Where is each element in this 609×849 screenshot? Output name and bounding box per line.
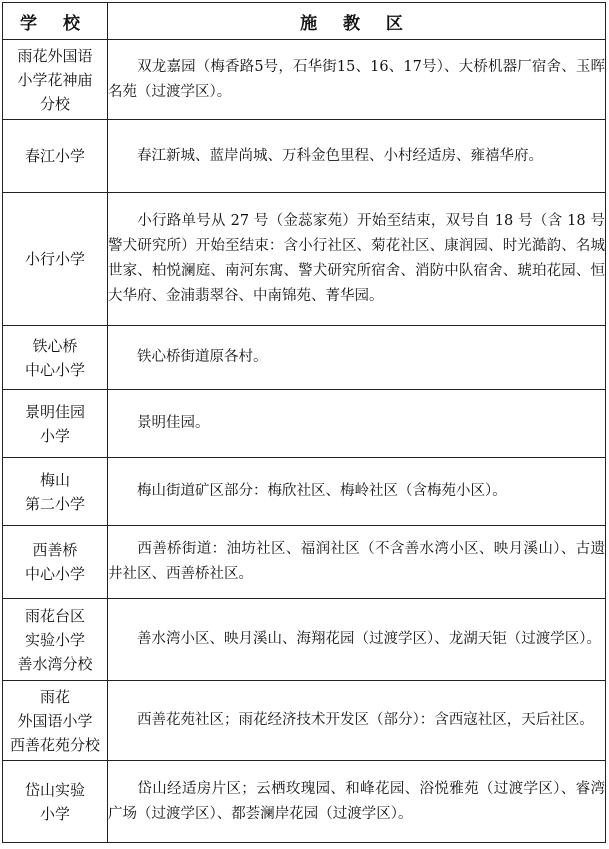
table-row (3, 599, 606, 681)
school-name-line: 雨花 (39, 687, 70, 706)
school-name-line: 小学 (39, 426, 70, 445)
area-column-header: 施 教 区 (108, 3, 606, 40)
area-text: 景明佳园。 (137, 415, 210, 431)
school-name-cell (3, 526, 108, 599)
school-name-line: 春江小学 (24, 147, 85, 165)
area-cell (108, 40, 606, 120)
school-name-cell (3, 681, 108, 761)
school-name-line: 实验小学 (24, 630, 85, 649)
table-header-row (3, 3, 606, 40)
area-text: 春江新城、蓝岸尚城、万科金色里程、小村经适房、雍禧华府。 (137, 147, 543, 164)
school-name-line: 岱山实验 (24, 780, 85, 799)
school-name-line: 分校 (39, 94, 70, 113)
table-row (3, 120, 606, 193)
school-name-cell (3, 326, 108, 390)
area-cell (108, 193, 606, 326)
area-cell (108, 681, 606, 761)
school-name-line: 雨花台区 (24, 606, 85, 625)
area-text: 小行路单号从 27 号（金蕊家苑）开始至结束，双号自 18 号（含 18 号警犬研究所）开始至结束：含小行社区、菊花社区、康润园、时光澔韵、名城世家、柏悦澜庭、南河东寓、警犬研究所宿舍、消防中队宿舍、琥珀花园、恒大华府、金浦翡翠谷、中南锦苑、菁华园。 (108, 213, 605, 304)
area-cell (108, 458, 606, 526)
school-name-line: 雨花外国语 (17, 46, 93, 65)
area-cell (108, 526, 606, 599)
area-text: 西善花苑社区；雨花经济技术开发区（部分）：含西寇社区，天后社区。 (137, 712, 594, 728)
school-name-cell (3, 761, 108, 843)
school-column-header: 学 校 (3, 3, 108, 40)
school-name-line: 梅山 (39, 470, 70, 489)
table-row (3, 761, 606, 843)
school-name-cell (3, 193, 108, 326)
school-name-line: 小行小学 (24, 250, 85, 268)
school-name-line: 小学 (39, 804, 70, 823)
school-name-cell (3, 120, 108, 193)
school-name-line: 景明佳园 (24, 402, 85, 421)
area-text: 双龙嘉园（梅香路5号，石华街15、16、17号）、大桥机器厂宿舍、玉晖名苑（过渡学区）。 (108, 58, 605, 100)
school-name-line: 小学花神庙 (17, 70, 93, 89)
school-name-line: 西善花苑分校 (9, 735, 100, 754)
area-text: 西善桥街道：油坊社区、福润社区（不含善水湾小区、映月溪山）、古遗井社区、西善桥社区。 (108, 541, 605, 582)
school-name-line: 中心小学 (24, 565, 85, 583)
area-cell (108, 326, 606, 390)
area-text: 铁心桥街道原各村。 (137, 349, 268, 365)
area-text: 善水湾小区、映月溪山、海翔花园（过渡学区）、龙湖天钜（过渡学区）。 (137, 631, 601, 647)
table-row (3, 326, 606, 390)
table-row (3, 526, 606, 599)
area-text: 岱山经适房片区；云栖玫瑰园、和峰花园、浴悦雅苑（过渡学区）、睿湾广场（过渡学区）、都荟澜岸花园（过渡学区）。 (108, 780, 605, 822)
table-row (3, 390, 606, 458)
school-name-cell (3, 599, 108, 681)
area-cell (108, 390, 606, 458)
school-name-line: 西善桥 (32, 541, 78, 559)
school-name-line: 外国语小学 (17, 711, 93, 730)
area-cell (108, 120, 606, 193)
area-cell (108, 599, 606, 681)
school-name-cell (3, 458, 108, 526)
school-name-line: 中心小学 (24, 360, 85, 379)
area-cell (108, 761, 606, 843)
school-zone-table (2, 2, 606, 843)
table-row (3, 458, 606, 526)
school-name-cell (3, 390, 108, 458)
school-name-line: 铁心桥 (32, 336, 78, 355)
table-row (3, 40, 606, 120)
school-name-line: 第二小学 (24, 494, 85, 513)
area-text: 梅山街道矿区部分：梅欣社区、梅岭社区（含梅苑小区）。 (137, 483, 507, 499)
table-row (3, 681, 606, 761)
table-row (3, 193, 606, 326)
school-name-line: 善水湾分校 (17, 654, 93, 673)
school-name-cell (3, 40, 108, 120)
